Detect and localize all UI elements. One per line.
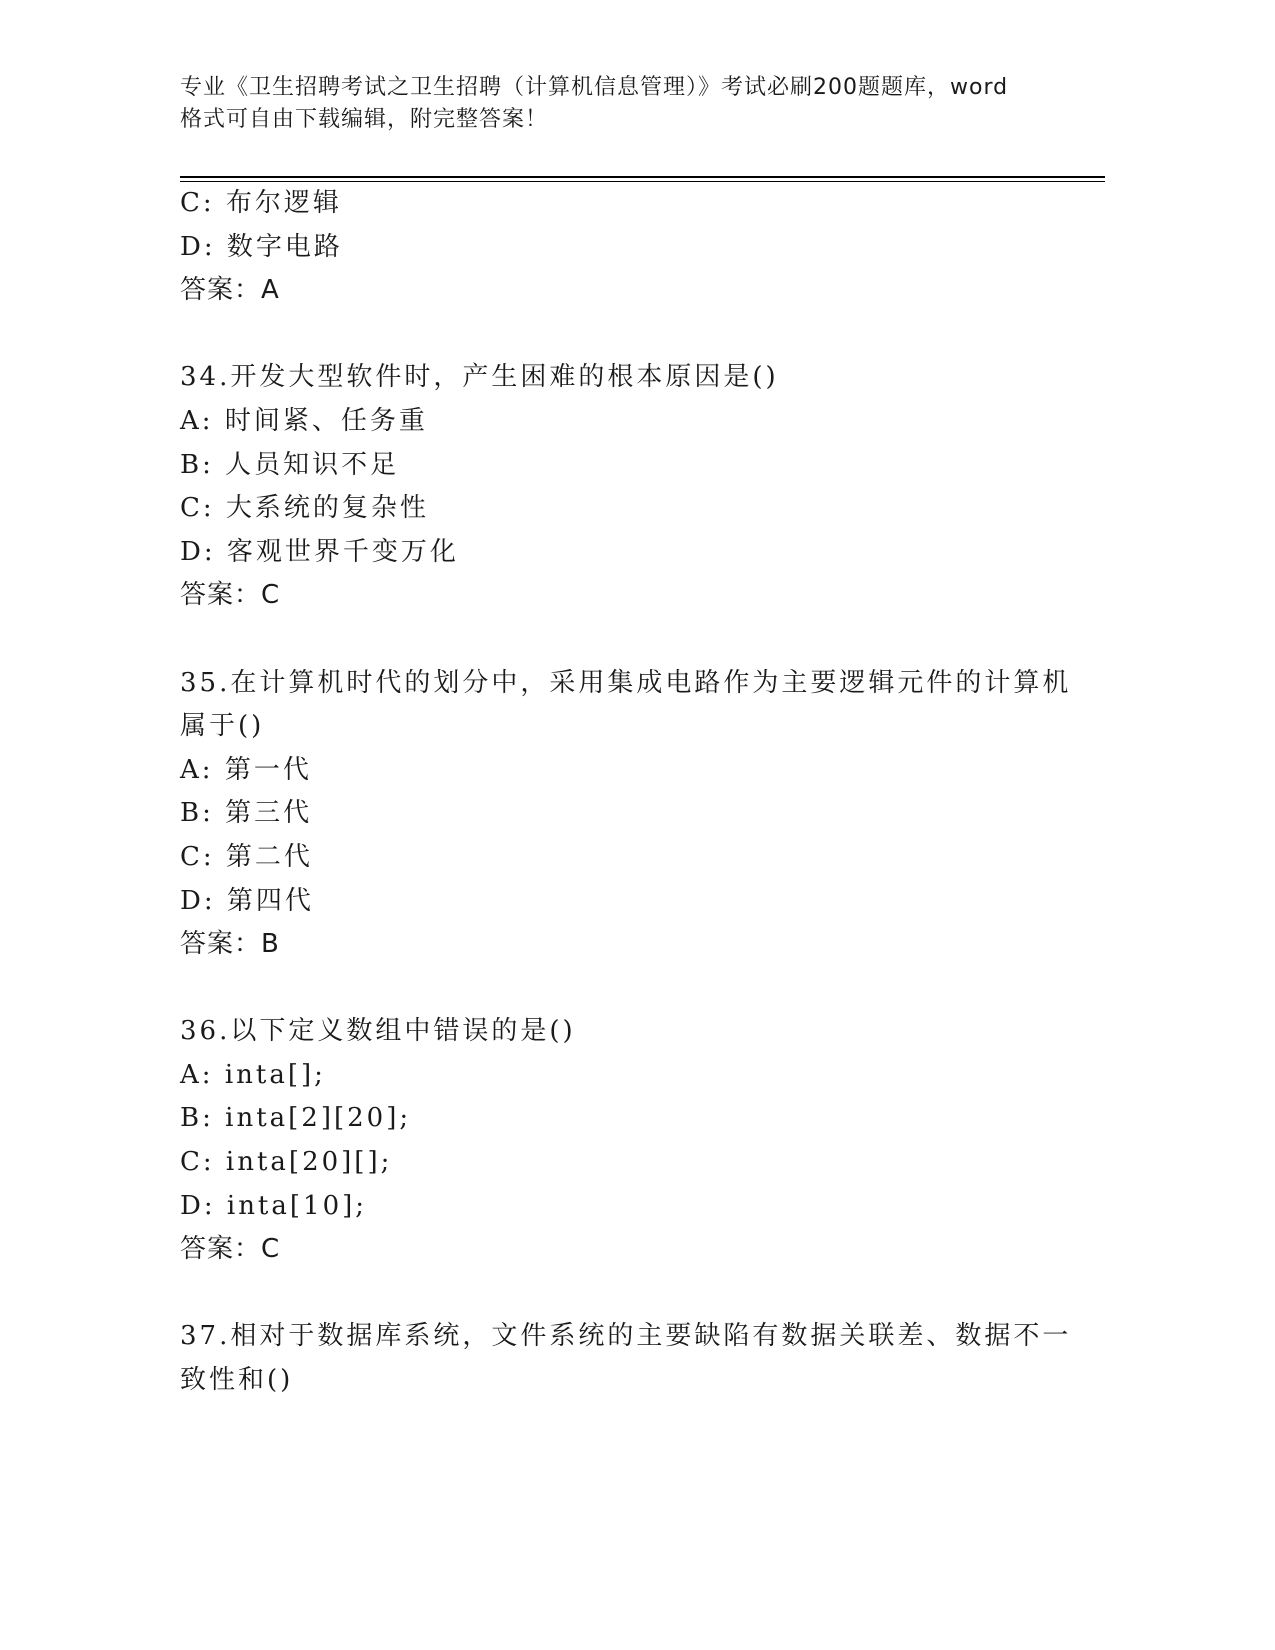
option-d (180, 226, 1060, 270)
option-d (180, 531, 1060, 575)
question-text-line-1: 35.在计算机时代的划分中，采用集成电路作为主要逻辑元件的计算机 (180, 667, 1072, 698)
option-label: D: (180, 885, 216, 916)
option-d (180, 1185, 1060, 1229)
option-a (180, 749, 1060, 793)
answer-line: 答案：A (180, 275, 280, 306)
option-text: 人员知识不足 (225, 449, 400, 480)
question-list (180, 182, 1072, 1403)
option-text: 客观世界千变万化 (226, 536, 459, 567)
question-35 (180, 662, 1072, 967)
option-text: 大系统的复杂性 (225, 493, 429, 524)
option-label: A: (180, 754, 214, 785)
answer-line: 答案：B (180, 929, 280, 960)
option-label: B: (180, 798, 214, 829)
question-text-line-1: 37.相对于数据库系统，文件系统的主要缺陷有数据关联差、数据不一 (180, 1321, 1072, 1352)
option-label: B: (180, 449, 214, 480)
option-a (180, 400, 1060, 444)
header-title-line-1: 专业《卫生招聘考试之卫生招聘（计算机信息管理）》考试必刷200题题库，word (180, 75, 1009, 100)
option-text: inta[]; (224, 1059, 326, 1090)
question-continued (180, 182, 1060, 313)
question-text-line-2: 致性和() (180, 1365, 294, 1396)
option-label: A: (180, 405, 214, 436)
option-text: 第二代 (225, 841, 313, 872)
option-label: D: (180, 536, 216, 567)
question-text: 36.以下定义数组中错误的是() (180, 1016, 576, 1047)
option-b (180, 1097, 1060, 1141)
option-label: D: (180, 231, 216, 262)
option-c (180, 1141, 1060, 1185)
question-text: 34.开发大型软件时，产生困难的根本原因是() (180, 362, 779, 393)
option-label: C: (180, 841, 215, 872)
option-label: A: (180, 1059, 214, 1090)
option-label: B: (180, 1103, 214, 1134)
question-34 (180, 356, 1060, 618)
option-label: D: (180, 1190, 216, 1221)
option-label: C: (180, 1147, 215, 1178)
option-c (180, 487, 1060, 531)
spacer (180, 967, 1060, 1011)
header-divider-thick (180, 176, 1105, 178)
document-header (180, 72, 1060, 136)
option-text: 第一代 (224, 754, 312, 785)
option-c (180, 836, 1060, 880)
option-label: C: (180, 493, 215, 524)
option-label: C: (180, 188, 215, 218)
answer-line: 答案：C (180, 580, 281, 611)
option-text: 第三代 (225, 798, 313, 829)
option-d (180, 880, 1060, 924)
option-text: 时间紧、任务重 (224, 405, 428, 436)
spacer (180, 1272, 1060, 1316)
option-text: inta[2][20]; (225, 1103, 412, 1134)
spacer (180, 313, 1060, 357)
option-a (180, 1054, 1060, 1098)
question-36 (180, 1010, 1060, 1272)
option-b (180, 444, 1060, 488)
spacer (180, 618, 1060, 662)
question-37 (180, 1315, 1072, 1402)
option-text: 布尔逻辑 (225, 188, 342, 218)
option-b (180, 792, 1060, 836)
header-title-line-2: 格式可自由下载编辑，附完整答案！ (180, 107, 549, 132)
option-text: 第四代 (226, 885, 314, 916)
option-text: inta[10]; (226, 1190, 368, 1221)
question-text-line-2: 属于() (180, 711, 265, 742)
option-text: 数字电路 (226, 231, 343, 262)
option-text: inta[20][]; (225, 1147, 393, 1178)
answer-line: 答案：C (180, 1234, 281, 1265)
option-c (180, 182, 1060, 226)
